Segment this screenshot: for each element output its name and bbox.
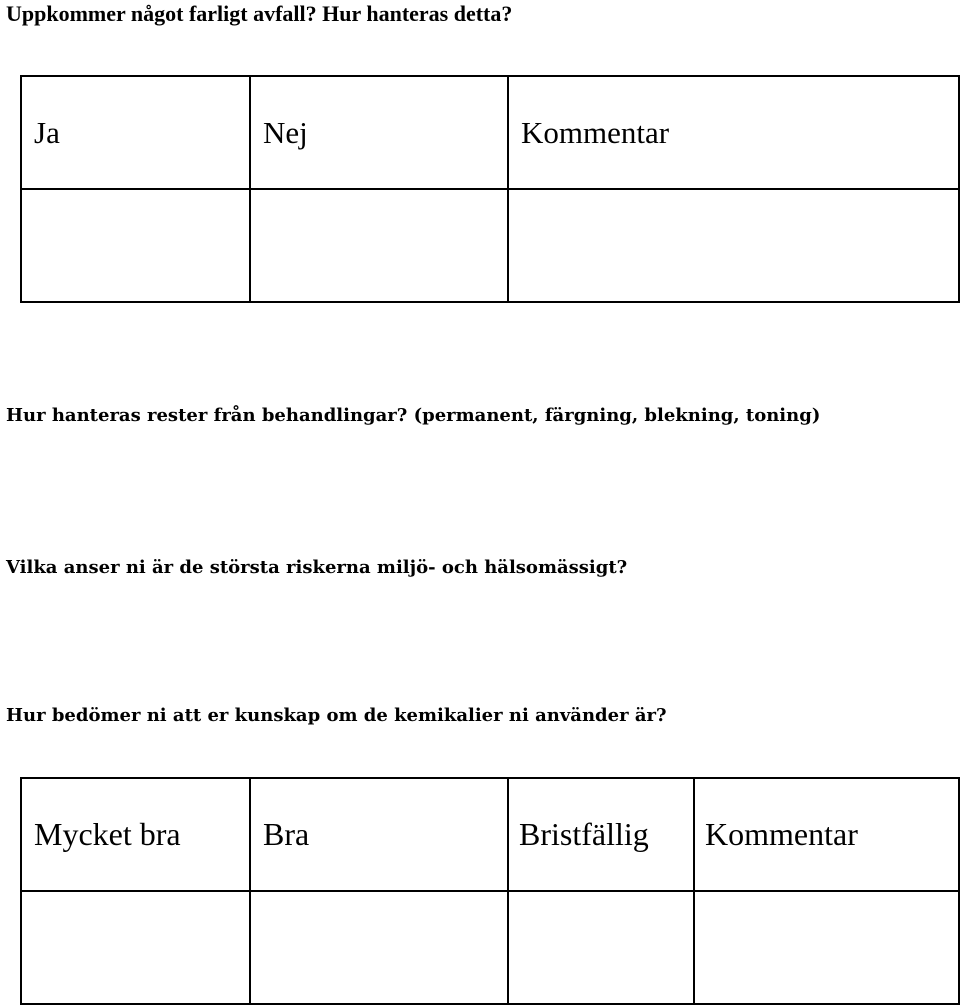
header-cell-nej	[250, 76, 508, 189]
answer-cell-kommentar[interactable]	[508, 189, 959, 302]
question-hazardous-waste: Uppkommer något farligt avfall? Hur hanteras detta?	[6, 1, 513, 26]
header-cell-bristfallig	[508, 778, 694, 891]
answer-cell-mycket-bra[interactable]	[21, 891, 250, 1004]
header-label-kommentar: Kommentar	[521, 114, 670, 150]
table-answer-row	[21, 189, 959, 302]
header-cell-kommentar	[694, 778, 959, 891]
header-label-bristfallig: Bristfällig	[519, 816, 649, 852]
table-header-row	[21, 76, 959, 189]
answer-cell-kommentar[interactable]	[694, 891, 959, 1004]
header-cell-ja	[21, 76, 250, 189]
table-header-row	[21, 778, 959, 891]
header-cell-kommentar	[508, 76, 959, 189]
chemical-knowledge-table	[20, 777, 960, 1005]
header-label-bra: Bra	[263, 816, 310, 852]
header-label-ja: Ja	[34, 114, 60, 150]
header-label-kommentar: Kommentar	[705, 816, 858, 852]
question-biggest-risks: Vilka anser ni är de största riskerna miljö- och hälsomässigt?	[6, 557, 628, 578]
header-label-mycket-bra: Mycket bra	[34, 816, 181, 852]
answer-cell-bra[interactable]	[250, 891, 508, 1004]
header-cell-mycket-bra	[21, 778, 250, 891]
answer-cell-nej[interactable]	[250, 189, 508, 302]
header-label-nej: Nej	[263, 114, 308, 150]
answer-cell-bristfallig[interactable]	[508, 891, 694, 1004]
answer-cell-ja[interactable]	[21, 189, 250, 302]
hazardous-waste-table	[20, 75, 960, 303]
question-chemical-knowledge: Hur bedömer ni att er kunskap om de kemikalier ni använder är?	[6, 705, 667, 726]
header-cell-bra	[250, 778, 508, 891]
question-treatment-residues: Hur hanteras rester från behandlingar? (permanent, färgning, blekning, toning)	[6, 405, 821, 426]
table-answer-row	[21, 891, 959, 1004]
